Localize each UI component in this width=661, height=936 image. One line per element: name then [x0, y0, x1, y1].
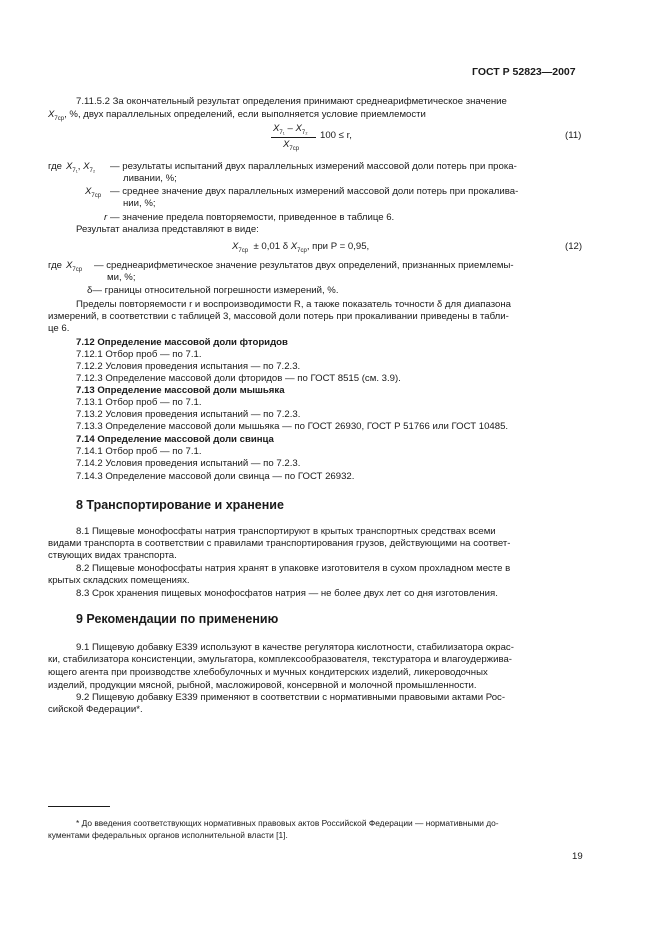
equation-number-11: (11) — [565, 130, 582, 141]
para-9-2-line1: 9.2 Пищевую добавку Е339 применяют в соответствии с нормативными правовыми актами Рос- — [76, 692, 506, 703]
section-7-14-title: 7.14 Определение массовой доли свинца — [76, 434, 274, 445]
item-7-13-3: 7.13.3 Определение массовой доли мышьяка — по ГОСТ 26930, ГОСТ Р 51766 или ГОСТ 10485. — [76, 421, 509, 432]
where-symbol-r: r — [104, 212, 108, 223]
where2-row1-line2: ми, %; — [107, 272, 136, 283]
footnote-separator — [48, 806, 110, 807]
formula-11-numerator: $X_{7_1} - X_{7_2}$ — [273, 123, 308, 136]
section-7-12-title: 7.12 Определение массовой доли фторидов — [76, 337, 288, 348]
para-7-11-5-2-line2: $X_{7ср}$, %, двух параллельных определений, если выполняется условие приемлемости — [48, 109, 426, 122]
page-number: 19 — [572, 851, 583, 862]
para-8-3: 8.3 Срок хранения пищевых монофосфатов натрия — не более двух лет со дня изготовления. — [76, 588, 498, 599]
equation-number-12: (12) — [565, 241, 583, 252]
para-9-1-line1: 9.1 Пищевую добавку Е339 используют в качестве регулятора кислотности, стабилизатора окрас- — [76, 642, 514, 653]
para-9-1-line4: изделий, продукции мясной, рыбной, масложировой, консервной и молочной промышленности. — [48, 680, 477, 691]
item-7-14-1: 7.14.1 Отбор проб — по 7.1. — [76, 446, 202, 457]
where-symbol-x71-x72: $X_{7_1}$, $X_{7_2}$ — [66, 161, 96, 174]
where2-row1-line1: — среднеарифметическое значение результатов двух определений, признанных приемлемы- — [94, 260, 514, 271]
formula-12: $X_{7ср} \pm 0,01$ δ $X_{7ср}$, при P = 0,95, — [232, 241, 370, 254]
formula-11-denominator: $X_{7ср}$ — [283, 139, 300, 152]
item-7-13-2: 7.13.2 Условия проведения испытаний — по 7.2.3. — [76, 409, 301, 420]
formula-11-fraction-bar — [271, 137, 316, 138]
footnote-line2: кументами федеральных органов исполнительной власти [1]. — [48, 830, 288, 840]
para-8-2-line2: крытых складских помещениях. — [48, 575, 190, 586]
doc-code: ГОСТ Р 52823—2007 — [472, 66, 576, 78]
para-7-11-5-2-line1: 7.11.5.2 За окончательный результат определения принимают среднеарифметическое значение — [76, 96, 507, 107]
item-7-14-3: 7.14.3 Определение массовой доли свинца — по ГОСТ 26932. — [76, 471, 355, 482]
where-row1-line2: ливании, %; — [123, 173, 177, 184]
item-7-12-1: 7.12.1 Отбор проб — по 7.1. — [76, 349, 202, 360]
para-8-1-line1: 8.1 Пищевые монофосфаты натрия транспортируют в крытых транспортных средствах всеми — [76, 526, 496, 537]
formula-11-tail: 100 ≤ r, — [320, 130, 352, 141]
result-lead: Результат анализа представляют в виде: — [76, 224, 259, 235]
where-symbol-x7cp: $X_{7ср}$ — [85, 186, 102, 199]
where2-label: где — [48, 260, 63, 271]
item-7-12-2: 7.12.2 Условия проведения испытания — по 7.2.3. — [76, 361, 301, 372]
para-8-1-line3: ствующих видах транспорта. — [48, 550, 177, 561]
item-7-14-2: 7.14.2 Условия проведения испытаний — по 7.2.3. — [76, 458, 301, 469]
para-9-1-line3: ющего агента при производстве хлебобулочных и мучных кондитерских изделий, ликероводочных — [48, 667, 488, 678]
para-9-1-line2: ки, стабилизатора консистенции, эмульгатора, комплексообразователя, текстуратора и влагоудержива- — [48, 654, 512, 665]
para-9-2-line2: сийской Федерации*. — [48, 704, 143, 715]
where-row3: — значение предела повторяемости, приведенное в таблице 6. — [110, 212, 395, 223]
section-9-heading: 9 Рекомендации по применению — [76, 612, 279, 626]
section-7-13-title: 7.13 Определение массовой доли мышьяка — [76, 385, 285, 396]
where-row2-line1: — среднее значение двух параллельных измерений массовой доли потерь при прокалива- — [110, 186, 519, 197]
item-7-12-3: 7.12.3 Определение массовой доли фторидов — по ГОСТ 8515 (см. 3.9). — [76, 373, 401, 384]
where2-row2: δ— границы относительной погрешности измерений, %. — [87, 285, 339, 296]
para-8-2-line1: 8.2 Пищевые монофосфаты натрия хранят в упаковке изготовителя в сухом прохладном месте в — [76, 563, 511, 574]
item-7-13-1: 7.13.1 Отбор проб — по 7.1. — [76, 397, 202, 408]
where-row2-line2: нии, %; — [123, 198, 156, 209]
where-row1-line1: — результаты испытаний двух параллельных измерений массовой доли потерь при прока- — [110, 161, 517, 172]
where2-symbol-x7cp: $X_{7ср}$ — [66, 260, 83, 273]
footnote-line1: * До введения соответствующих нормативных правовых актов Российской Федерации — нормативными до- — [76, 818, 499, 828]
limits-line1: Пределы повторяемости r и воспроизводимости R, а также показатель точности δ для диапазона — [76, 299, 511, 310]
limits-line3: це 6. — [48, 323, 70, 334]
where-label: где — [48, 161, 63, 172]
section-8-heading: 8 Транспортирование и хранение — [76, 498, 284, 512]
para-8-1-line2: видами транспорта в соответствии с правилами транспортирования грузов, действующими на соответ- — [48, 538, 511, 549]
limits-line2: измерений, в соответствии с таблицей 3, массовой доли потерь при прокаливании приведены в табли- — [48, 311, 509, 322]
